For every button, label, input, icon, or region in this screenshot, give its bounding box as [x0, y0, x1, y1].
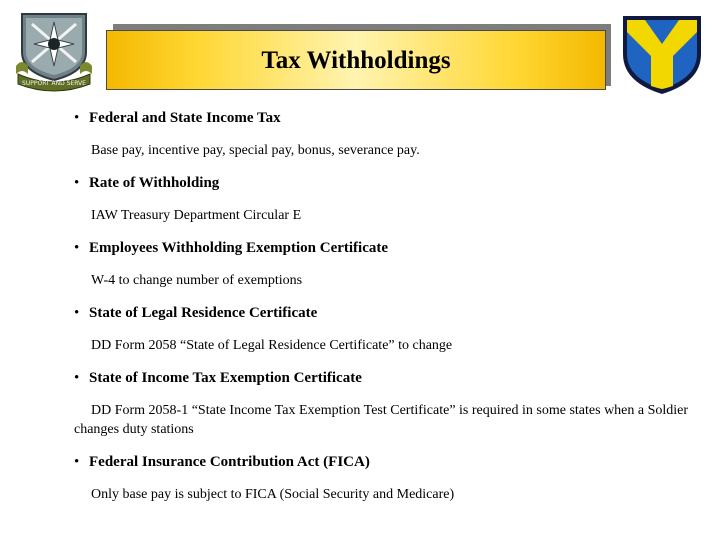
page-title: Tax Withholdings: [261, 47, 451, 74]
bullet-dot: •: [74, 370, 80, 386]
item-detail: Base pay, incentive pay, special pay, bonus, severance pay.: [91, 143, 420, 158]
item-detail: Only base pay is subject to FICA (Social Security and Medicare): [91, 487, 455, 502]
branch-crest-icon: [12, 10, 96, 92]
bullet-dot: •: [74, 454, 80, 470]
bullet-dot: •: [74, 110, 80, 126]
item-detail: DD Form 2058 “State of Legal Residence Certificate” to change: [91, 338, 453, 353]
bullet-list: [74, 108, 706, 504]
list-item: [74, 173, 706, 193]
item-heading: State of Legal Residence Certificate: [89, 305, 318, 321]
list-item: [74, 368, 706, 388]
motto-text: SUPPORT AND SERVE: [22, 80, 86, 87]
list-item: [74, 108, 706, 128]
bullet-dot: •: [74, 240, 80, 256]
item-heading: Employees Withholding Exemption Certificate: [89, 240, 389, 256]
item-heading: State of Income Tax Exemption Certificate: [89, 370, 362, 386]
item-detail: IAW Treasury Department Circular E: [91, 208, 302, 223]
bullet-dot: •: [74, 305, 80, 321]
title-banner: [106, 30, 606, 90]
item-detail: DD Form 2058-1 “State Income Tax Exemption Test Certificate” is required in some states when a Soldier changes duty stations: [74, 403, 689, 437]
bullet-dot: •: [74, 175, 80, 191]
item-heading: Rate of Withholding: [89, 175, 220, 191]
list-item: [74, 238, 706, 258]
item-heading: Federal and State Income Tax: [89, 110, 281, 126]
item-detail: W-4 to change number of exemptions: [91, 273, 303, 288]
unit-shield-icon: [621, 14, 703, 96]
list-item: [74, 303, 706, 323]
item-heading: Federal Insurance Contribution Act (FICA): [89, 454, 370, 470]
list-item: [74, 452, 706, 472]
